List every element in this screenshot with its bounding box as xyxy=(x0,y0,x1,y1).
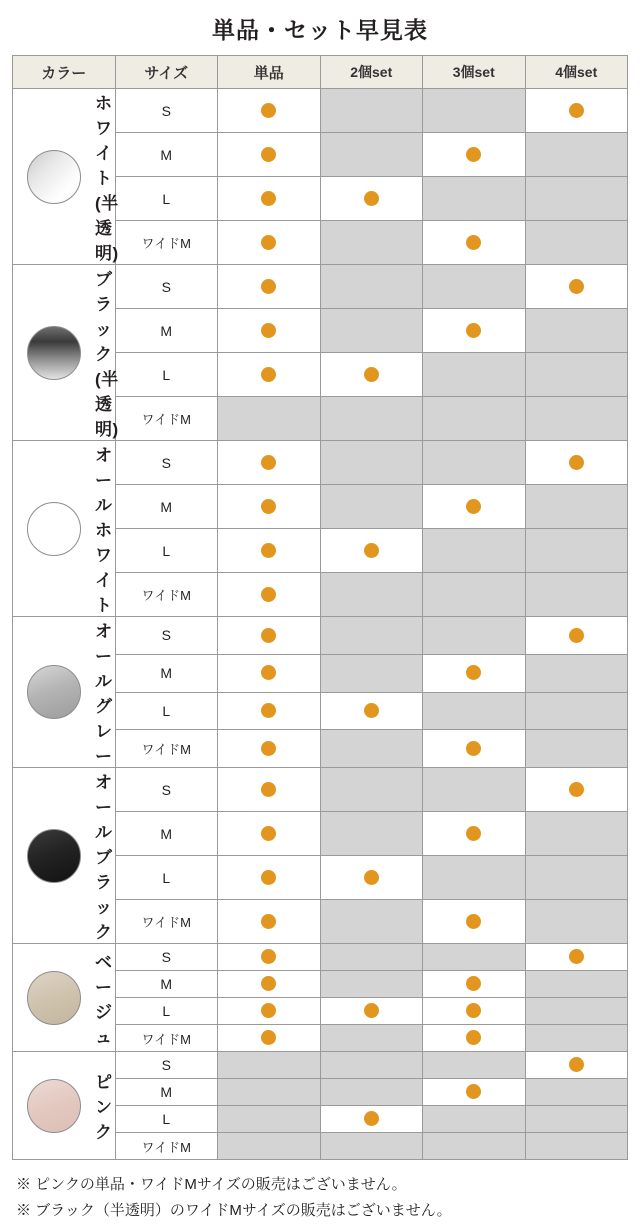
table-row xyxy=(13,89,628,133)
availability-cell-available xyxy=(218,900,321,944)
size-cell: S xyxy=(115,944,218,971)
availability-cell-unavailable xyxy=(423,1133,526,1160)
color-name: オールブラック xyxy=(95,773,113,942)
available-dot-icon xyxy=(466,1084,481,1099)
color-cell-inner xyxy=(13,617,115,767)
available-dot-icon xyxy=(569,279,584,294)
color-name: オールグレー xyxy=(95,622,113,766)
page-title: 単品・セット早見表 xyxy=(212,17,428,43)
available-dot-icon xyxy=(569,1057,584,1072)
header-set3: 3個set xyxy=(423,56,526,89)
availability-cell-available xyxy=(218,998,321,1025)
availability-cell-unavailable xyxy=(218,1106,321,1133)
color-name: ベージュ xyxy=(95,952,113,1047)
availability-cell-unavailable xyxy=(525,309,628,353)
availability-cell-unavailable xyxy=(423,856,526,900)
available-dot-icon xyxy=(466,976,481,991)
availability-cell-unavailable xyxy=(320,971,423,998)
availability-cell-unavailable xyxy=(525,998,628,1025)
available-dot-icon xyxy=(261,147,276,162)
availability-cell-available xyxy=(218,441,321,485)
availability-cell-available xyxy=(423,900,526,944)
availability-cell-available xyxy=(423,485,526,529)
available-dot-icon xyxy=(364,1003,379,1018)
available-dot-icon xyxy=(261,543,276,558)
availability-cell-unavailable xyxy=(525,1025,628,1052)
available-dot-icon xyxy=(364,870,379,885)
availability-cell-unavailable xyxy=(525,353,628,397)
availability-cell-available xyxy=(525,1052,628,1079)
available-dot-icon xyxy=(261,279,276,294)
available-dot-icon xyxy=(261,665,276,680)
size-cell: M xyxy=(115,654,218,692)
availability-cell-unavailable xyxy=(423,265,526,309)
availability-cell-available xyxy=(525,617,628,655)
size-cell: S xyxy=(115,89,218,133)
availability-cell-available xyxy=(320,177,423,221)
header-set4: 4個set xyxy=(525,56,628,89)
available-dot-icon xyxy=(466,235,481,250)
available-dot-icon xyxy=(466,914,481,929)
available-dot-icon xyxy=(466,741,481,756)
color-cell xyxy=(13,89,119,265)
size-cell: L xyxy=(115,177,218,221)
table-row xyxy=(13,944,628,971)
availability-cell-unavailable xyxy=(320,573,423,617)
color-name: ピンク xyxy=(95,1073,113,1142)
color-cell-inner xyxy=(13,1068,115,1143)
availability-cell-unavailable xyxy=(525,971,628,998)
availability-cell-unavailable xyxy=(423,617,526,655)
availability-cell-available xyxy=(218,573,321,617)
availability-cell-available xyxy=(218,177,321,221)
color-name: オールホワイト xyxy=(95,446,113,615)
availability-cell-available xyxy=(320,692,423,730)
availability-cell-available xyxy=(218,309,321,353)
color-swatch-icon xyxy=(27,150,81,204)
availability-cell-unavailable xyxy=(525,900,628,944)
availability-cell-available xyxy=(218,1025,321,1052)
availability-cell-available xyxy=(218,812,321,856)
availability-cell-unavailable xyxy=(423,944,526,971)
note-line: ※ ブラック（半透明）のワイドMサイズの販売はございません。 xyxy=(16,1202,452,1220)
size-cell: S xyxy=(115,441,218,485)
availability-cell-unavailable xyxy=(423,529,526,573)
availability-cell-unavailable xyxy=(525,573,628,617)
availability-cell-unavailable xyxy=(320,265,423,309)
availability-cell-available xyxy=(218,856,321,900)
color-cell-inner xyxy=(13,948,115,1048)
available-dot-icon xyxy=(261,587,276,602)
color-cell xyxy=(13,944,116,1052)
availability-cell-unavailable xyxy=(423,353,526,397)
availability-cell-available xyxy=(423,654,526,692)
available-dot-icon xyxy=(569,949,584,964)
available-dot-icon xyxy=(261,976,276,991)
availability-cell-unavailable xyxy=(320,397,423,441)
table-row xyxy=(13,768,628,812)
color-cell xyxy=(13,617,116,768)
availability-cell-unavailable xyxy=(320,900,423,944)
availability-cell-available xyxy=(218,485,321,529)
availability-cell-available xyxy=(423,1079,526,1106)
size-cell: ワイドM xyxy=(115,1133,218,1160)
header-color: カラー xyxy=(13,56,116,89)
available-dot-icon xyxy=(466,499,481,514)
availability-cell-available xyxy=(218,133,321,177)
color-swatch-icon xyxy=(27,502,81,556)
available-dot-icon xyxy=(261,870,276,885)
availability-cell-unavailable xyxy=(525,654,628,692)
available-dot-icon xyxy=(261,628,276,643)
availability-cell-available xyxy=(218,221,321,265)
size-cell: ワイドM xyxy=(115,221,218,265)
available-dot-icon xyxy=(261,782,276,797)
available-dot-icon xyxy=(261,191,276,206)
availability-cell-unavailable xyxy=(525,1133,628,1160)
header-size: サイズ xyxy=(115,56,218,89)
availability-cell-unavailable xyxy=(525,812,628,856)
availability-cell-available xyxy=(218,529,321,573)
color-swatch-icon xyxy=(27,665,81,719)
availability-cell-unavailable xyxy=(525,397,628,441)
available-dot-icon xyxy=(466,147,481,162)
availability-cell-unavailable xyxy=(320,944,423,971)
size-cell: S xyxy=(115,617,218,655)
availability-cell-unavailable xyxy=(320,1079,423,1106)
availability-cell-unavailable xyxy=(320,1133,423,1160)
availability-cell-unavailable xyxy=(320,133,423,177)
color-cell-inner xyxy=(13,265,119,440)
availability-cell-unavailable xyxy=(423,1052,526,1079)
available-dot-icon xyxy=(261,323,276,338)
size-cell: S xyxy=(115,768,218,812)
available-dot-icon xyxy=(364,1111,379,1126)
availability-cell-available xyxy=(423,1025,526,1052)
table-row xyxy=(13,617,628,655)
size-cell: ワイドM xyxy=(115,1025,218,1052)
availability-cell-available xyxy=(320,998,423,1025)
availability-cell-available xyxy=(525,89,628,133)
availability-cell-available xyxy=(218,971,321,998)
available-dot-icon xyxy=(261,499,276,514)
availability-cell-available xyxy=(320,1106,423,1133)
availability-cell-unavailable xyxy=(320,1025,423,1052)
color-cell-inner xyxy=(13,441,115,616)
availability-cell-available xyxy=(423,309,526,353)
size-cell: L xyxy=(115,353,218,397)
size-cell: M xyxy=(115,309,218,353)
availability-cell-unavailable xyxy=(320,221,423,265)
availability-cell-available xyxy=(525,441,628,485)
availability-cell-unavailable xyxy=(320,768,423,812)
header-set2: 2個set xyxy=(320,56,423,89)
availability-cell-unavailable xyxy=(525,177,628,221)
size-cell: S xyxy=(115,1052,218,1079)
availability-cell-unavailable xyxy=(525,221,628,265)
availability-cell-unavailable xyxy=(423,1106,526,1133)
availability-cell-available xyxy=(218,89,321,133)
availability-cell-unavailable xyxy=(320,1052,423,1079)
available-dot-icon xyxy=(569,628,584,643)
availability-cell-unavailable xyxy=(423,89,526,133)
color-name: ホワイト(半透明) xyxy=(95,94,119,263)
availability-cell-available xyxy=(525,768,628,812)
availability-cell-available xyxy=(525,944,628,971)
availability-cell-unavailable xyxy=(423,768,526,812)
color-cell-inner xyxy=(13,89,119,264)
size-cell: L xyxy=(115,856,218,900)
availability-cell-unavailable xyxy=(525,1106,628,1133)
availability-cell-unavailable xyxy=(525,730,628,768)
available-dot-icon xyxy=(569,103,584,118)
available-dot-icon xyxy=(364,191,379,206)
available-dot-icon xyxy=(261,741,276,756)
available-dot-icon xyxy=(466,1030,481,1045)
size-cell: ワイドM xyxy=(115,397,218,441)
availability-cell-unavailable xyxy=(320,617,423,655)
availability-cell-available xyxy=(218,692,321,730)
availability-cell-available xyxy=(423,221,526,265)
availability-cell-available xyxy=(218,944,321,971)
availability-cell-available xyxy=(423,730,526,768)
size-cell: M xyxy=(115,812,218,856)
availability-cell-unavailable xyxy=(218,1079,321,1106)
available-dot-icon xyxy=(364,543,379,558)
availability-cell-unavailable xyxy=(320,485,423,529)
availability-cell-available xyxy=(423,998,526,1025)
available-dot-icon xyxy=(261,1003,276,1018)
available-dot-icon xyxy=(569,455,584,470)
availability-cell-unavailable xyxy=(525,1079,628,1106)
header-row xyxy=(13,56,628,89)
availability-table xyxy=(12,55,628,1160)
size-cell: M xyxy=(115,485,218,529)
availability-cell-unavailable xyxy=(320,89,423,133)
availability-cell-available xyxy=(218,353,321,397)
available-dot-icon xyxy=(364,367,379,382)
availability-cell-unavailable xyxy=(423,692,526,730)
note-line: ※ ピンクの単品・ワイドMサイズの販売はございません。 xyxy=(16,1176,407,1193)
availability-cell-available xyxy=(525,265,628,309)
size-cell: L xyxy=(115,1106,218,1133)
availability-cell-available xyxy=(320,856,423,900)
available-dot-icon xyxy=(261,826,276,841)
notes-block xyxy=(12,1160,628,1225)
availability-cell-available xyxy=(423,133,526,177)
table-row xyxy=(13,441,628,485)
available-dot-icon xyxy=(466,665,481,680)
availability-cell-unavailable xyxy=(423,397,526,441)
availability-cell-available xyxy=(218,654,321,692)
available-dot-icon xyxy=(261,1030,276,1045)
table-row xyxy=(13,265,628,309)
availability-cell-unavailable xyxy=(320,654,423,692)
available-dot-icon xyxy=(261,455,276,470)
availability-cell-unavailable xyxy=(218,1052,321,1079)
availability-cell-unavailable xyxy=(525,529,628,573)
available-dot-icon xyxy=(466,1003,481,1018)
table-body xyxy=(13,89,628,1160)
available-dot-icon xyxy=(364,703,379,718)
availability-cell-unavailable xyxy=(218,397,321,441)
availability-cell-unavailable xyxy=(423,177,526,221)
color-cell xyxy=(13,768,116,944)
color-swatch-icon xyxy=(27,326,81,380)
size-cell: M xyxy=(115,133,218,177)
availability-cell-available xyxy=(218,265,321,309)
availability-cell-unavailable xyxy=(423,573,526,617)
availability-cell-unavailable xyxy=(320,441,423,485)
size-cell: S xyxy=(115,265,218,309)
header-single: 単品 xyxy=(218,56,321,89)
available-dot-icon xyxy=(261,703,276,718)
availability-cell-unavailable xyxy=(320,812,423,856)
color-swatch-icon xyxy=(27,829,81,883)
size-cell: ワイドM xyxy=(115,730,218,768)
availability-cell-unavailable xyxy=(320,730,423,768)
available-dot-icon xyxy=(261,103,276,118)
availability-cell-available xyxy=(423,971,526,998)
color-cell xyxy=(13,1052,116,1160)
availability-cell-unavailable xyxy=(423,441,526,485)
available-dot-icon xyxy=(261,949,276,964)
availability-cell-available xyxy=(218,768,321,812)
availability-cell-unavailable xyxy=(320,309,423,353)
size-cell: L xyxy=(115,529,218,573)
available-dot-icon xyxy=(261,914,276,929)
available-dot-icon xyxy=(466,323,481,338)
color-cell-inner xyxy=(13,768,115,943)
available-dot-icon xyxy=(261,367,276,382)
available-dot-icon xyxy=(466,826,481,841)
color-cell xyxy=(13,265,119,441)
color-swatch-icon xyxy=(27,1079,81,1133)
color-swatch-icon xyxy=(27,971,81,1025)
availability-cell-available xyxy=(320,353,423,397)
availability-cell-available xyxy=(423,812,526,856)
size-cell: ワイドM xyxy=(115,900,218,944)
availability-cell-unavailable xyxy=(218,1133,321,1160)
available-dot-icon xyxy=(261,235,276,250)
table-header xyxy=(13,56,628,89)
availability-cell-unavailable xyxy=(525,692,628,730)
available-dot-icon xyxy=(569,782,584,797)
size-cell: L xyxy=(115,998,218,1025)
table-row xyxy=(13,1052,628,1079)
availability-cell-available xyxy=(218,730,321,768)
availability-cell-unavailable xyxy=(525,856,628,900)
size-cell: M xyxy=(115,1079,218,1106)
availability-cell-available xyxy=(218,617,321,655)
size-cell: L xyxy=(115,692,218,730)
availability-cell-unavailable xyxy=(525,485,628,529)
color-name: ブラック(半透明) xyxy=(95,270,119,439)
size-cell: ワイドM xyxy=(115,573,218,617)
availability-cell-unavailable xyxy=(525,133,628,177)
color-cell xyxy=(13,441,116,617)
availability-cell-available xyxy=(320,529,423,573)
size-cell: M xyxy=(115,971,218,998)
